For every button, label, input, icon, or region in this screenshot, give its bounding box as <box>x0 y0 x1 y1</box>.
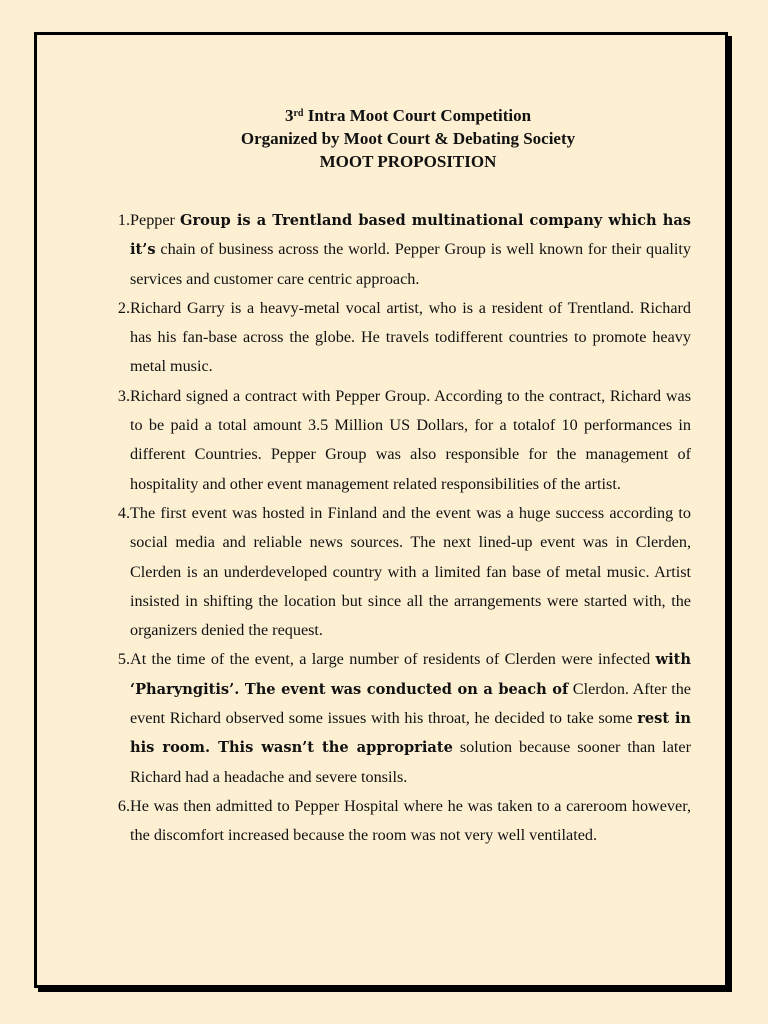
proposition-heading: MOOT PROPOSITION <box>319 152 497 171</box>
list-item-number <box>96 206 130 294</box>
list-item-text <box>130 294 691 382</box>
list-item-text <box>130 792 691 851</box>
list-item-number <box>96 645 130 791</box>
list-item-text <box>130 382 691 499</box>
list-item-number-text: 2. <box>117 298 130 317</box>
text-run: At the time of the event, a large number of residents of Clerden were infected <box>130 650 656 669</box>
text-run: Richard signed a contract with Pepper Group. According to the contract, Richard was to be paid a total amount 3.5 Million US Dollars, for a totalof 10 performances in different Countries. Pepper Group was also responsible for the management of hospitality and other event management related responsibilities of the artist. <box>130 386 691 493</box>
list-item-text <box>130 206 691 294</box>
list-item <box>96 382 691 499</box>
document-header <box>34 104 768 173</box>
text-run: He was then admitted to Pepper Hospital where he was taken to a careroom however, the discomfort increased because the room was not very well ventilated. <box>130 796 691 845</box>
text-run: Clerdon. After the event Richard observed some issues with his throat, he decided to take some <box>130 679 691 728</box>
list-item <box>96 206 691 294</box>
title-rest: Intra Moot Court Competition <box>303 106 532 125</box>
list-item <box>96 645 691 791</box>
list-item-number <box>96 294 130 382</box>
list-item-number-text: 4. <box>117 503 130 522</box>
list-item-text <box>130 645 691 791</box>
title-ordinal-suffix: rd <box>293 108 304 119</box>
list-item <box>96 499 691 645</box>
list-item-number <box>96 792 130 851</box>
text-run: Richard Garry is a heavy-metal vocal artist, who is a resident of Trentland. Richard has his fan-base across the globe. He travels todifferent countries to promote heavy metal music. <box>130 298 691 376</box>
list-item-number <box>96 382 130 499</box>
list-item-number <box>96 499 130 645</box>
bold-text-run: with ‘Pharyngitis’. The event was conducted on a beach of <box>130 651 691 698</box>
organizer-line: Organized by Moot Court & Debating Society <box>240 129 576 148</box>
list-item-text <box>130 499 691 645</box>
list-item <box>96 792 691 851</box>
text-run: solution because sooner than later Richard had a headache and severe tonsils. <box>130 738 691 786</box>
list-item-number-text: 5. <box>117 650 130 669</box>
list-item-number-text: 3. <box>117 386 130 405</box>
text-run: chain of business across the world. Pepper Group is well known for their quality services and customer care centric approach. <box>130 240 691 288</box>
title-ordinal: 3 <box>284 106 294 125</box>
list-item <box>96 294 691 382</box>
text-run: Pepper <box>130 211 181 229</box>
proposition-list <box>96 206 691 851</box>
bold-text-run: rest in his room. This wasn’t the appropriate <box>130 710 691 757</box>
bold-text-run: Group is a Trentland based multinational company which has it’s <box>130 212 692 259</box>
list-item-number-text: 1. <box>117 211 130 229</box>
list-item-number-text: 6. <box>117 796 130 815</box>
text-run: The first event was hosted in Finland and the event was a huge success according to social media and reliable news sources. The next lined-up event was in Clerden, Clerden is an underdeveloped country with a limited fan base of metal music. Artist insisted in shifting the location but since all the arrangements were started with, the organizers denied the request. <box>130 503 691 640</box>
competition-title <box>34 104 768 127</box>
